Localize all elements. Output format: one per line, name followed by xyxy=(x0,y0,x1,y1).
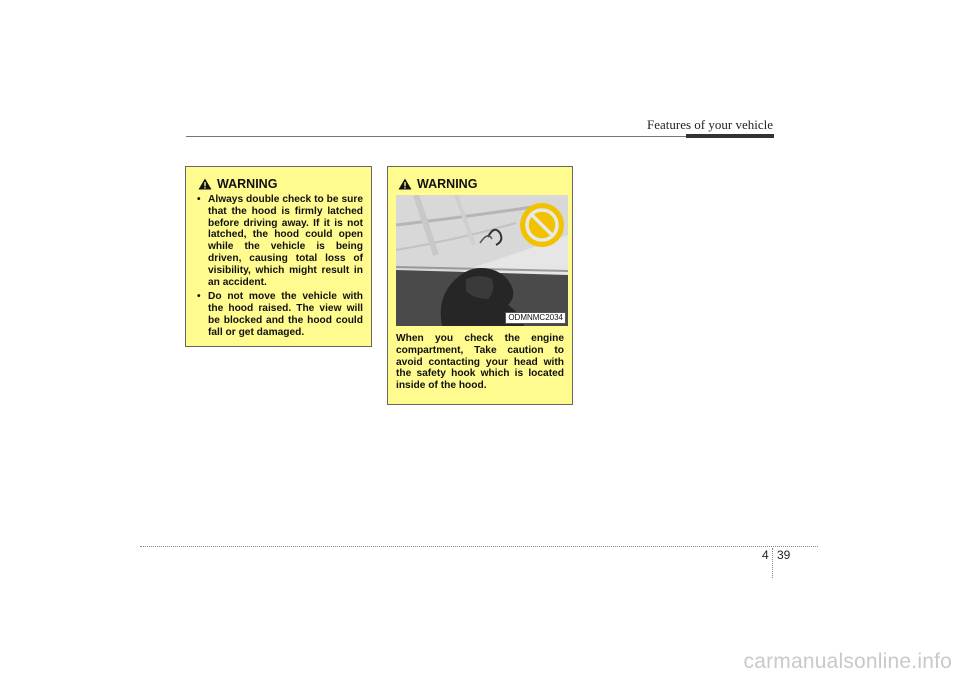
watermark-text: carmanualsonline.info xyxy=(743,650,952,673)
warning-title: WARNING xyxy=(417,177,478,191)
prohibition-sign-icon xyxy=(520,203,564,247)
hood-safety-hook-illustration xyxy=(396,195,568,326)
section-title: Features of your vehicle xyxy=(647,117,773,132)
warning-bullet-list xyxy=(196,194,363,339)
warning-box-safety-hook xyxy=(387,166,573,405)
warning-bullet xyxy=(196,291,363,338)
page-number: 39 xyxy=(777,548,791,562)
warning-header xyxy=(198,177,363,191)
warning-bullet xyxy=(196,194,363,288)
warning-triangle-icon xyxy=(198,178,212,190)
image-code-label: ODMNMC2034 xyxy=(505,312,566,324)
warning-header xyxy=(398,177,564,191)
footer-rule xyxy=(140,546,818,547)
warning-bullet-text: Do not move the vehicle with the hood raised. The view will be blocked and the hood could fall or get damaged. xyxy=(208,291,363,338)
warning-title: WARNING xyxy=(217,177,278,191)
warning-body-text: When you check the engine compartment, Take caution to avoid contacting your head with the safety hook which is located inside of the hood. xyxy=(396,333,564,392)
warning-box-hood-latch xyxy=(185,166,372,347)
chapter-number: 4 xyxy=(762,548,769,562)
warning-bullet-text: Always double check to be sure that the hood is firmly latched before driving away. If it is not latched, the hood could open while the vehicle is being driven, causing total loss of visibility, which might result in an accident. xyxy=(208,194,363,288)
header-rule xyxy=(186,136,686,137)
header-rule-accent xyxy=(686,134,774,138)
warning-triangle-icon xyxy=(398,178,412,190)
bullet-dot: • xyxy=(197,194,201,205)
page-number-divider xyxy=(772,548,773,578)
bullet-dot: • xyxy=(197,291,201,303)
hood-illustration-drawing xyxy=(396,195,568,326)
